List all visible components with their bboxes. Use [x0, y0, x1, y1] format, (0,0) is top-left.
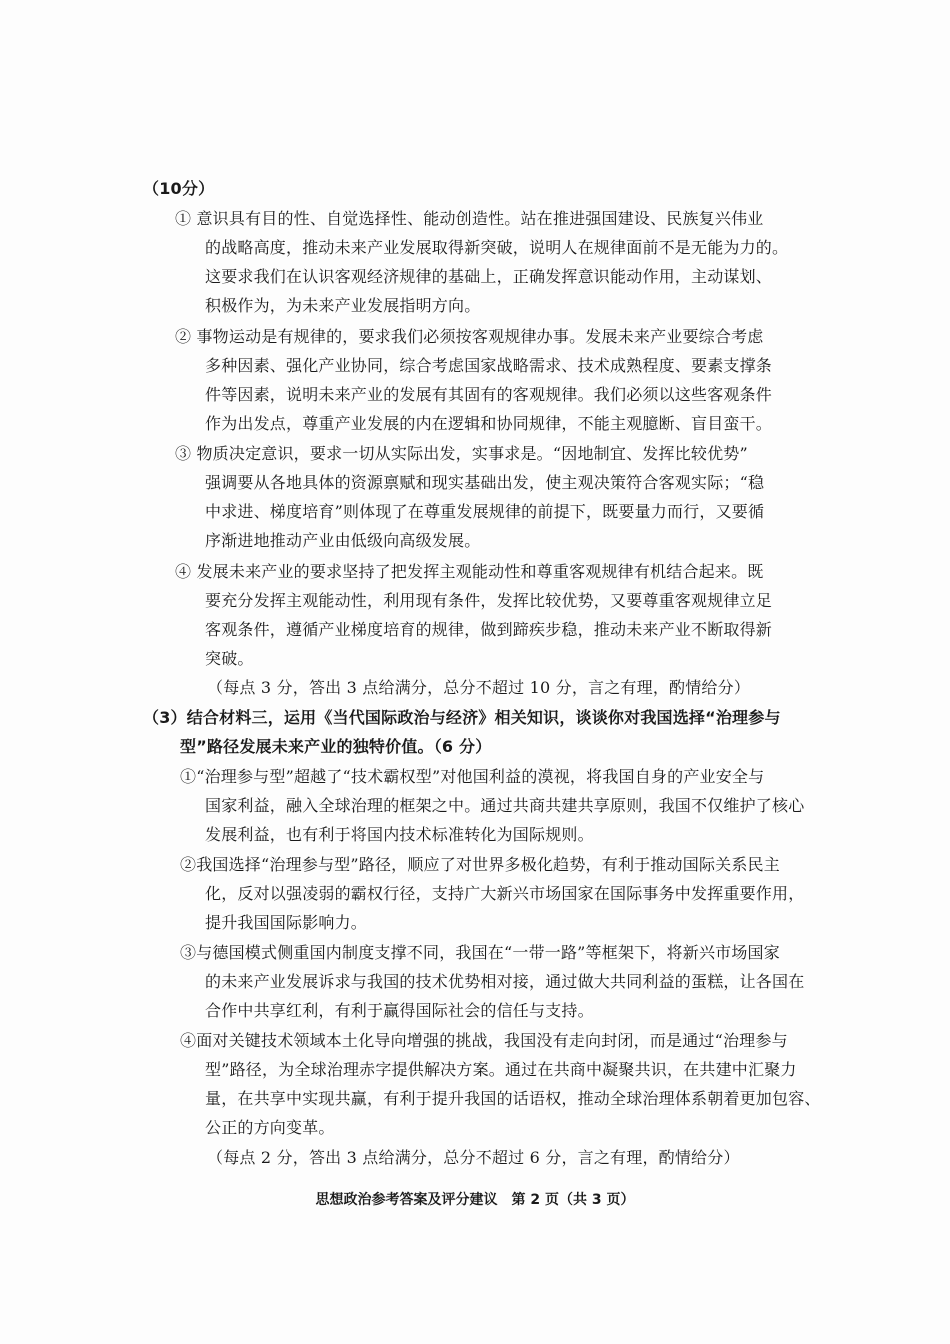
part2-item-1-line-1: ① 意识具有目的性、自觉选择性、能动创造性。站在推进强国建设、民族复兴伟业: [175, 209, 764, 228]
q3-item-4-line-2: 型”路径，为全球治理赤字提供解决方案。通过在共商中凝聚共识，在共建中汇聚力: [205, 1060, 797, 1079]
part2-item-2-line-4: 作为出发点，尊重产业发展的内在逻辑和协同规律，不能主观臆断、盲目蛮干。: [205, 414, 773, 433]
part2-item-1-line-3: 这要求我们在认识客观经济规律的基础上，正确发挥意识能动作用，主动谋划、: [205, 267, 773, 286]
q3-item-2-line-2: 化，反对以强凌弱的霸权行径，支持广大新兴市场国家在国际事务中发挥重要作用，: [205, 884, 805, 903]
part2-scoring-note: （每点 3 分，答出 3 点给满分，总分不超过 10 分，言之有理，酌情给分）: [207, 678, 751, 697]
q3-item-3-line-1: ③与德国模式侧重国内制度支撑不同，我国在“一带一路”等框架下，将新兴市场国家: [180, 943, 780, 962]
part2-item-1-line-2: 的战略高度，推动未来产业发展取得新突破，说明人在规律面前不是无能为力的。: [205, 238, 789, 257]
q3-item-4-line-4: 公正的方向变革。: [205, 1118, 335, 1137]
q3-item-2-line-3: 提升我国国际影响力。: [205, 913, 368, 932]
part2-item-2-line-2: 多种因素、强化产业协同，综合考虑国家战略需求、技术成熟程度、要素支撑条: [205, 356, 773, 375]
part2-item-3-line-4: 序渐进地推动产业由低级向高级发展。: [205, 531, 481, 550]
q3-item-4-line-3: 量，在共享中实现共赢，有利于提升我国的话语权，推动全球治理体系朝着更加包容、: [205, 1089, 821, 1108]
q3-title-line-1: （3）结合材料三，运用《当代国际政治与经济》相关知识，谈谈你对我国选择“治理参与: [143, 708, 781, 727]
part2-item-3-line-3: 中求进、梯度培育”则体现了在尊重发展规律的前提下，既要量力而行，又要循: [205, 502, 765, 521]
part2-item-4-line-3: 客观条件，遵循产业梯度培育的规律，做到蹄疾步稳，推动未来产业不断取得新: [205, 620, 773, 639]
q3-item-4-line-1: ④面对关键技术领域本土化导向增强的挑战，我国没有走向封闭，而是通过“治理参与: [180, 1031, 788, 1050]
part2-item-4-line-4: 突破。: [205, 649, 254, 668]
q3-item-3-line-2: 的未来产业发展诉求与我国的技术优势相对接，通过做大共同利益的蛋糕，让各国在: [205, 972, 805, 991]
part2-item-4-line-2: 要充分发挥主观能动性，利用现有条件，发挥比较优势，又要尊重客观规律立足: [205, 591, 773, 610]
q3-item-3-line-3: 合作中共享红利，有利于赢得国际社会的信任与支持。: [205, 1001, 594, 1020]
part2-item-3-line-1: ③ 物质决定意识，要求一切从实际出发，实事求是。“因地制宜、发挥比较优势”: [175, 444, 748, 463]
q3-item-1-line-3: 发展利益，也有利于将国内技术标准转化为国际规则。: [205, 825, 594, 844]
q3-title-line-2: 型”路径发展未来产业的独特价值。（6 分）: [180, 737, 492, 756]
q3-item-1-line-1: ①“治理参与型”超越了“技术霸权型”对他国利益的漠视，将我国自身的产业安全与: [180, 767, 765, 786]
q3-scoring-note: （每点 2 分，答出 3 点给满分，总分不超过 6 分，言之有理，酌情给分）: [207, 1148, 740, 1167]
page-footer: 思想政治参考答案及评分建议 第 2 页（共 3 页）: [315, 1192, 635, 1208]
part2-item-2-line-3: 件等因素，说明未来产业的发展有其固有的客观规律。我们必须以这些客观条件: [205, 385, 773, 404]
part2-score: （10分）: [143, 179, 215, 198]
part2-item-1-line-4: 积极作为，为未来产业发展指明方向。: [205, 296, 481, 315]
q3-item-2-line-1: ②我国选择“治理参与型”路径，顺应了对世界多极化趋势，有利于推动国际关系民主: [180, 855, 780, 874]
part2-item-3-line-2: 强调要从各地具体的资源禀赋和现实基础出发，使主观决策符合客观实际；“稳: [205, 473, 765, 492]
part2-item-2-line-1: ② 事物运动是有规律的，要求我们必须按客观规律办事。发展未来产业要综合考虑: [175, 327, 764, 346]
part2-item-4-line-1: ④ 发展未来产业的要求坚持了把发挥主观能动性和尊重客观规律有机结合起来。既: [175, 562, 764, 581]
q3-item-1-line-2: 国家利益，融入全球治理的框架之中。通过共商共建共享原则，我国不仅维护了核心: [205, 796, 805, 815]
